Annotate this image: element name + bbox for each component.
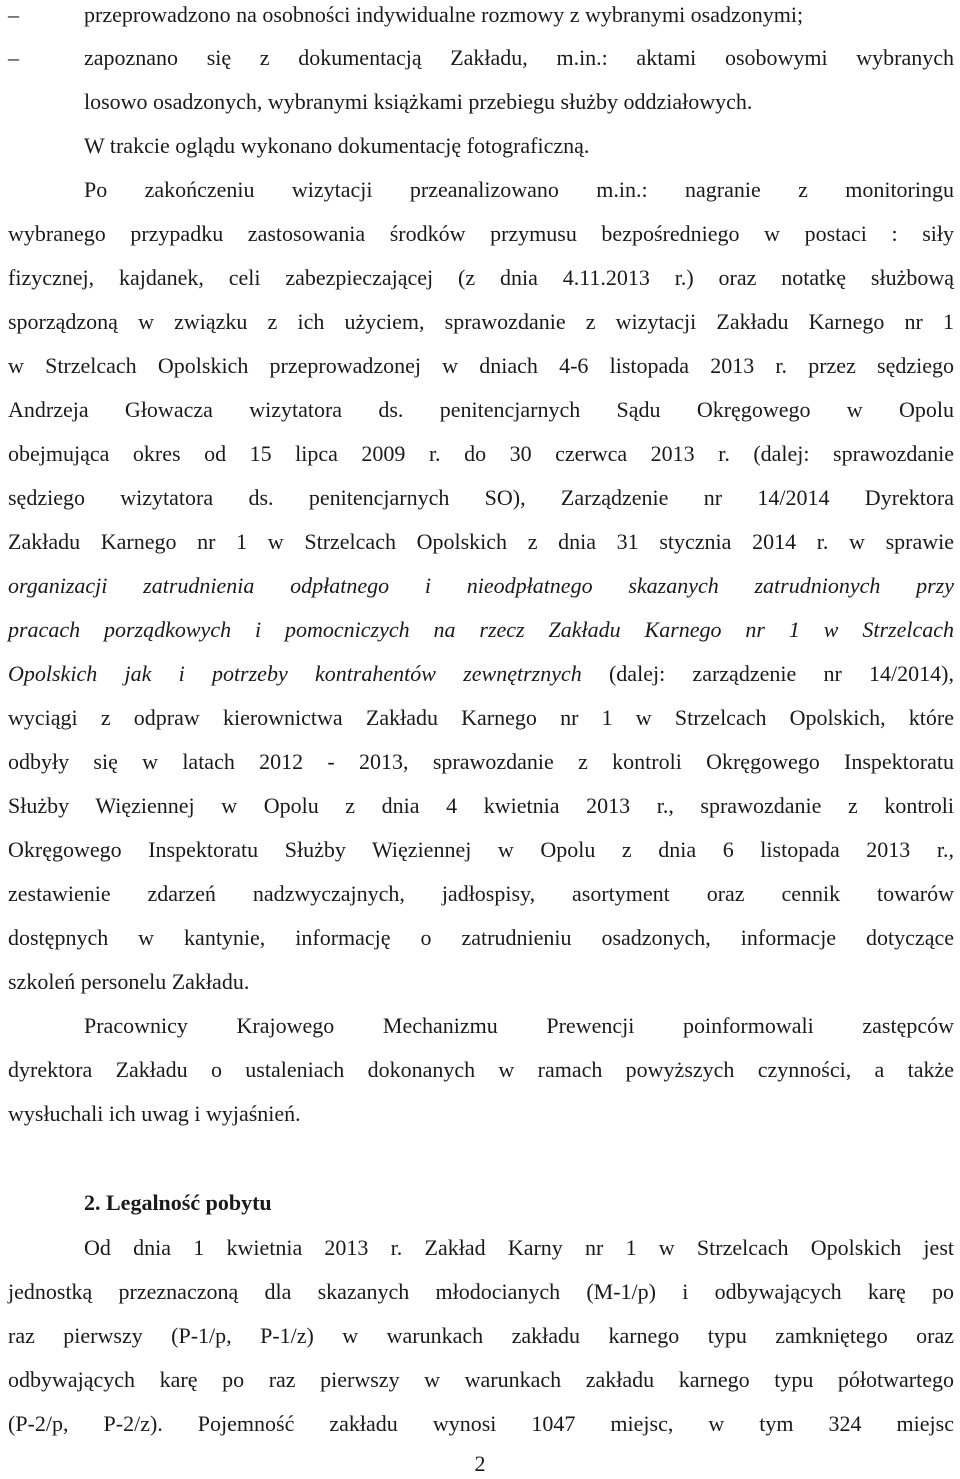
paragraph-line: Służby Więziennej w Opolu z dnia 4 kwietnia 2013 r., sprawozdanie z kontroli bbox=[8, 793, 954, 818]
paragraph-line: szkoleń personelu Zakładu. bbox=[8, 969, 250, 994]
page-number: 2 bbox=[474, 1451, 486, 1476]
paragraph-line: wybranego przypadku zastosowania środków przymusu bezpośredniego w postaci : siły bbox=[8, 221, 954, 246]
bullet-item-text: zapoznano się z dokumentacją Zakładu, m.in.: aktami osobowymi wybranych bbox=[84, 45, 954, 70]
paragraph-line: Okręgowego Inspektoratu Służby Więziennej w Opolu z dnia 6 listopada 2013 r., bbox=[8, 837, 954, 862]
paragraph-line: odbywających karę po raz pierwszy w warunkach zakładu karnego typu półotwartego bbox=[8, 1367, 954, 1392]
section-heading: 2. Legalność pobytu bbox=[84, 1190, 272, 1215]
paragraph-line: obejmująca okres od 15 lipca 2009 r. do 30 czerwca 2013 r. (dalej: sprawozdanie bbox=[8, 441, 954, 466]
paragraph-line-italic: pracach porządkowych i pomocniczych na rzecz Zakładu Karnego nr 1 w Strzelcach bbox=[8, 617, 954, 642]
bullet-dash: – bbox=[8, 2, 19, 27]
paragraph-line: dostępnych w kantynie, informację o zatrudnieniu osadzonych, informacje dotyczące bbox=[8, 925, 954, 950]
paragraph-line: Pracownicy Krajowego Mechanizmu Prewencji poinformowali zastępców bbox=[84, 1013, 954, 1038]
bullet-item-text: losowo osadzonych, wybranymi książkami przebiegu służby oddziałowych. bbox=[84, 89, 753, 114]
paragraph-line-italic: organizacji zatrudnienia odpłatnego i nieodpłatnego skazanych zatrudnionych przy bbox=[8, 573, 954, 598]
paragraph-line: (P-2/p, P-2/z). Pojemność zakładu wynosi 1047 miejsc, w tym 324 miejsc bbox=[8, 1411, 954, 1436]
paragraph-line: Andrzeja Głowacza wizytatora ds. penitencjarnych Sądu Okręgowego w Opolu bbox=[8, 397, 954, 422]
paragraph-line: dyrektora Zakładu o ustaleniach dokonanych w ramach powyższych czynności, a także bbox=[8, 1057, 954, 1082]
paragraph-line: fizycznej, kajdanek, celi zabezpieczającej (z dnia 4.11.2013 r.) oraz notatkę służbową bbox=[8, 265, 954, 290]
paragraph-line: sporządzoną w związku z ich użyciem, sprawozdanie z wizytacji Zakładu Karnego nr 1 bbox=[8, 309, 954, 334]
paragraph-line: wyciągi z odpraw kierownictwa Zakładu Karnego nr 1 w Strzelcach Opolskich, które bbox=[8, 705, 954, 730]
paragraph-line: wysłuchali ich uwag i wyjaśnień. bbox=[8, 1101, 301, 1126]
paragraph-line: w Strzelcach Opolskich przeprowadzonej w dniach 4-6 listopada 2013 r. przez sędziego bbox=[8, 353, 954, 378]
paragraph-line: odbyły się w latach 2012 - 2013, sprawozdanie z kontroli Okręgowego Inspektoratu bbox=[8, 749, 954, 774]
paragraph-line: zestawienie zdarzeń nadzwyczajnych, jadłospisy, asortyment oraz cennik towarów bbox=[8, 881, 954, 906]
paragraph-line bbox=[8, 659, 954, 689]
paragraph-line: raz pierwszy (P-1/p, P-1/z) w warunkach zakładu karnego typu zamkniętego oraz bbox=[8, 1323, 954, 1348]
bullet-dash: – bbox=[8, 45, 19, 70]
bullet-item-text: przeprowadzono na osobności indywidualne rozmowy z wybranymi osadzonymi; bbox=[84, 2, 804, 27]
paragraph-line: sędziego wizytatora ds. penitencjarnych SO), Zarządzenie nr 14/2014 Dyrektora bbox=[8, 485, 954, 510]
paragraph-line: Zakładu Karnego nr 1 w Strzelcach Opolskich z dnia 31 stycznia 2014 r. w sprawie bbox=[8, 529, 954, 554]
paragraph-line: Od dnia 1 kwietnia 2013 r. Zakład Karny nr 1 w Strzelcach Opolskich jest bbox=[84, 1235, 954, 1260]
italic-title-text: Opolskich jak i potrzeby kontrahentów zewnętrznych bbox=[8, 661, 582, 686]
paragraph-line: jednostką przeznaczoną dla skazanych młodocianych (M-1/p) i odbywających karę po bbox=[8, 1279, 954, 1304]
plain-text: (dalej: zarządzenie nr 14/2014), bbox=[581, 661, 954, 686]
paragraph-line: W trakcie oglądu wykonano dokumentację fotograficzną. bbox=[84, 133, 590, 158]
paragraph-line: Po zakończeniu wizytacji przeanalizowano m.in.: nagranie z monitoringu bbox=[84, 177, 954, 202]
